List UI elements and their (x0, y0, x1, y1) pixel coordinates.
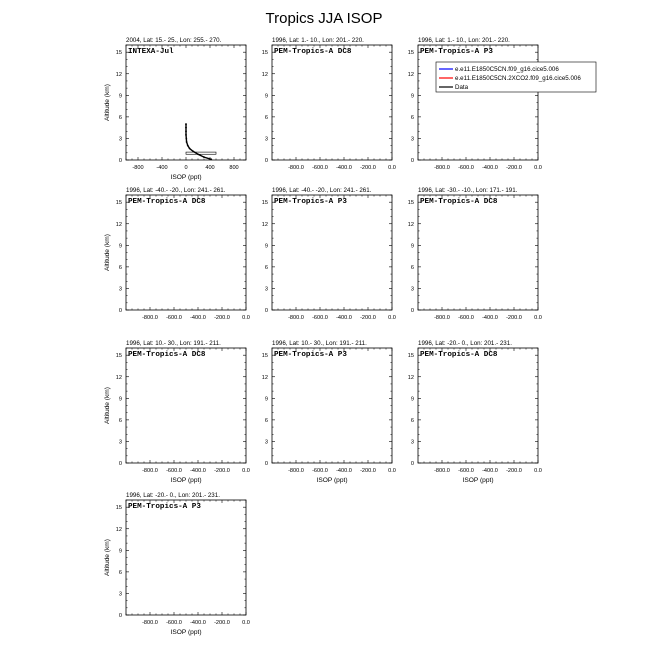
x-tick-label: -800.0 (434, 468, 450, 474)
y-tick-label: 15 (261, 50, 268, 57)
x-tick-label: -800.0 (434, 315, 450, 321)
panel-header: 1996, Lat: -40.- -20., Lon: 241.- 261. (272, 187, 372, 194)
data-point (185, 123, 187, 125)
y-tick-label: 6 (118, 417, 122, 424)
panel-header: 1996, Lat: 1.- 10., Lon: 201.- 220. (418, 37, 510, 44)
y-axis-label: Altitude (km) (104, 538, 111, 577)
y-tick-label: 6 (264, 114, 268, 121)
y-tick-label: 15 (261, 200, 268, 207)
y-tick-label: 3 (264, 439, 268, 446)
y-tick-label: 0 (264, 308, 268, 314)
y-tick-label: 9 (264, 243, 268, 250)
y-tick-label: 6 (410, 114, 414, 121)
data-point (185, 138, 187, 140)
data-point (203, 156, 205, 158)
panel-header: 1996, Lat: 10.- 30., Lon: 191.- 211. (126, 340, 221, 347)
data-point (186, 141, 188, 143)
plot-frame (126, 348, 246, 463)
y-tick-label: 0 (118, 613, 122, 619)
y-tick-label: 15 (407, 353, 414, 360)
y-tick-label: 9 (118, 396, 122, 403)
inset-label: PEM-Tropics-A P3 (274, 351, 347, 359)
x-tick-label: 0.0 (242, 620, 250, 626)
y-tick-label: 12 (261, 374, 268, 381)
plot-frame (272, 45, 392, 160)
x-tick-label: 0.0 (242, 315, 250, 321)
inset-label: PEM-Tropics-A DC8 (128, 351, 206, 359)
data-point (185, 134, 187, 136)
x-tick-label: -400.0 (482, 315, 498, 321)
y-tick-label: 6 (118, 264, 122, 271)
y-axis-label: Altitude (km) (104, 83, 111, 122)
inset-label: PEM-Tropics-A P3 (420, 48, 493, 56)
y-tick-label: 9 (118, 93, 122, 100)
x-tick-label: 400 (205, 165, 215, 171)
legend-label: e.e11.E1850C5CN.2XCO2.f09_g16.cice5.006 (455, 75, 581, 82)
panel-9 (408, 340, 542, 484)
y-tick-label: 9 (410, 93, 414, 100)
data-point (197, 153, 199, 155)
y-tick-label: 3 (410, 136, 414, 143)
y-tick-label: 3 (410, 286, 414, 293)
y-tick-label: 6 (118, 569, 122, 576)
y-tick-label: 9 (264, 93, 268, 100)
x-tick-label: -600.0 (458, 468, 474, 474)
x-tick-label: -200.0 (506, 315, 522, 321)
data-point (189, 148, 191, 150)
x-tick-label: -600.0 (166, 315, 182, 321)
panel-header: 1996, Lat: -30.- -10., Lon: 171.- 191. (418, 187, 518, 194)
y-tick-label: 12 (115, 526, 122, 533)
y-tick-label: 12 (261, 221, 268, 228)
y-tick-label: 3 (118, 439, 122, 446)
plot-frame (418, 195, 538, 310)
figure-title: Tropics JJA ISOP (265, 10, 383, 27)
x-tick-label: -600.0 (312, 468, 328, 474)
x-tick-label: -400.0 (336, 468, 352, 474)
x-axis-label: ISOP (ppt) (170, 477, 202, 484)
x-tick-label: 0.0 (534, 165, 542, 171)
x-tick-label: -800.0 (288, 468, 304, 474)
x-tick-label: -800.0 (142, 620, 158, 626)
x-tick-label: -400.0 (336, 165, 352, 171)
y-tick-label: 3 (410, 439, 414, 446)
data-box (186, 152, 216, 154)
x-tick-label: -400.0 (190, 315, 206, 321)
panel-2 (262, 37, 396, 171)
y-tick-label: 0 (410, 158, 414, 164)
y-axis-label: Altitude (km) (104, 233, 111, 272)
y-tick-label: 15 (115, 353, 122, 360)
x-tick-label: -600.0 (458, 165, 474, 171)
inset-label: PEM-Tropics-A P3 (128, 503, 201, 511)
y-tick-label: 12 (407, 374, 414, 381)
y-tick-label: 3 (118, 591, 122, 598)
x-tick-label: -600.0 (312, 315, 328, 321)
panel-header: 1996, Lat: 10.- 30., Lon: 191.- 211. (272, 340, 367, 347)
legend-label: e.e11.E1850C5CN.f09_g16.cice5.006 (455, 66, 559, 73)
x-tick-label: 0.0 (388, 165, 396, 171)
x-tick-label: 800 (229, 165, 239, 171)
y-tick-label: 15 (115, 50, 122, 57)
panel-4 (104, 187, 250, 321)
y-tick-label: 9 (118, 548, 122, 555)
inset-label: PEM-Tropics-A DC8 (420, 198, 498, 206)
y-tick-label: 15 (407, 200, 414, 207)
y-tick-label: 0 (118, 308, 122, 314)
x-tick-label: -600.0 (166, 468, 182, 474)
inset-label: PEM-Tropics-A P3 (274, 198, 347, 206)
y-tick-label: 12 (407, 71, 414, 78)
x-tick-label: -200.0 (214, 620, 230, 626)
plot-frame (418, 348, 538, 463)
x-tick-label: -800.0 (142, 468, 158, 474)
x-tick-label: -400 (156, 165, 168, 171)
y-tick-label: 9 (410, 243, 414, 250)
x-tick-label: -400.0 (336, 315, 352, 321)
y-tick-label: 15 (261, 353, 268, 360)
x-axis-label: ISOP (ppt) (170, 629, 202, 636)
inset-label: PEM-Tropics-A DC8 (128, 198, 206, 206)
inset-label: INTEXA-Jul (128, 48, 174, 56)
panel-header: 1996, Lat: -40.- -20., Lon: 241.- 261. (126, 187, 226, 194)
data-point (187, 145, 189, 147)
y-tick-label: 12 (115, 374, 122, 381)
x-tick-label: -200.0 (506, 165, 522, 171)
x-tick-label: -200.0 (360, 315, 376, 321)
y-tick-label: 15 (115, 200, 122, 207)
x-tick-label: -400.0 (190, 468, 206, 474)
x-tick-label: 0.0 (388, 315, 396, 321)
legend-label: Data (455, 84, 469, 91)
panel-8 (262, 340, 396, 484)
y-tick-label: 12 (261, 71, 268, 78)
data-point (192, 150, 194, 152)
y-axis-label: Altitude (km) (104, 386, 111, 425)
y-tick-label: 0 (118, 158, 122, 164)
y-tick-label: 12 (115, 221, 122, 228)
x-tick-label: -200.0 (506, 468, 522, 474)
x-tick-label: 0.0 (242, 468, 250, 474)
y-tick-label: 6 (264, 264, 268, 271)
y-tick-label: 15 (115, 505, 122, 512)
plot-frame (272, 195, 392, 310)
y-tick-label: 12 (115, 71, 122, 78)
x-axis-label: ISOP (ppt) (170, 174, 202, 181)
x-tick-label: -600.0 (166, 620, 182, 626)
x-tick-label: -600.0 (312, 165, 328, 171)
x-tick-label: -800.0 (288, 315, 304, 321)
x-tick-label: -800.0 (142, 315, 158, 321)
y-tick-label: 0 (410, 308, 414, 314)
x-tick-label: -800.0 (434, 165, 450, 171)
y-tick-label: 12 (407, 221, 414, 228)
y-tick-label: 15 (407, 50, 414, 57)
panel-header: 1996, Lat: -20.- 0., Lon: 201.- 231. (418, 340, 512, 347)
panel-header: 2004, Lat: 15.- 25., Lon: 255.- 270. (126, 37, 222, 44)
y-tick-label: 6 (264, 417, 268, 424)
x-tick-label: 0.0 (534, 315, 542, 321)
x-tick-label: -400.0 (482, 165, 498, 171)
panel-3 (408, 37, 542, 171)
inset-label: PEM-Tropics-A DC8 (420, 351, 498, 359)
y-tick-label: 3 (264, 286, 268, 293)
panel-1 (104, 37, 246, 181)
plot-frame (126, 195, 246, 310)
panel-7 (104, 340, 250, 484)
legend (436, 62, 596, 92)
panel-10 (104, 492, 250, 636)
y-tick-label: 3 (118, 136, 122, 143)
y-tick-label: 9 (118, 243, 122, 250)
x-axis-label: ISOP (ppt) (316, 477, 348, 484)
x-tick-label: -800.0 (288, 165, 304, 171)
y-tick-label: 0 (264, 461, 268, 467)
x-tick-label: -200.0 (360, 468, 376, 474)
inset-label: PEM-Tropics-A DC8 (274, 48, 352, 56)
x-tick-label: -200.0 (214, 468, 230, 474)
x-tick-label: -400.0 (190, 620, 206, 626)
panel-header: 1996, Lat: 1.- 10., Lon: 201.- 220. (272, 37, 364, 44)
data-point (185, 127, 187, 129)
y-tick-label: 0 (264, 158, 268, 164)
plot-frame (126, 45, 246, 160)
x-tick-label: -200.0 (360, 165, 376, 171)
data-point (210, 158, 212, 160)
panel-header: 1996, Lat: -20.- 0., Lon: 201.- 231. (126, 492, 220, 499)
y-tick-label: 3 (264, 136, 268, 143)
data-point (185, 130, 187, 132)
plot-frame (272, 348, 392, 463)
y-tick-label: 6 (410, 264, 414, 271)
x-tick-label: 0 (184, 165, 188, 171)
x-tick-label: 0.0 (534, 468, 542, 474)
x-tick-label: 0.0 (388, 468, 396, 474)
y-tick-label: 9 (410, 396, 414, 403)
x-tick-label: -600.0 (458, 315, 474, 321)
panel-grid (104, 37, 542, 636)
plot-frame (126, 500, 246, 615)
y-tick-label: 0 (410, 461, 414, 467)
panel-6 (408, 187, 542, 321)
y-tick-label: 3 (118, 286, 122, 293)
panel-5 (262, 187, 396, 321)
y-tick-label: 9 (264, 396, 268, 403)
x-tick-label: -400.0 (482, 468, 498, 474)
y-tick-label: 6 (410, 417, 414, 424)
y-tick-label: 6 (118, 114, 122, 121)
y-tick-label: 0 (118, 461, 122, 467)
x-tick-label: -200.0 (214, 315, 230, 321)
x-axis-label: ISOP (ppt) (462, 477, 494, 484)
x-tick-label: -800 (132, 165, 144, 171)
